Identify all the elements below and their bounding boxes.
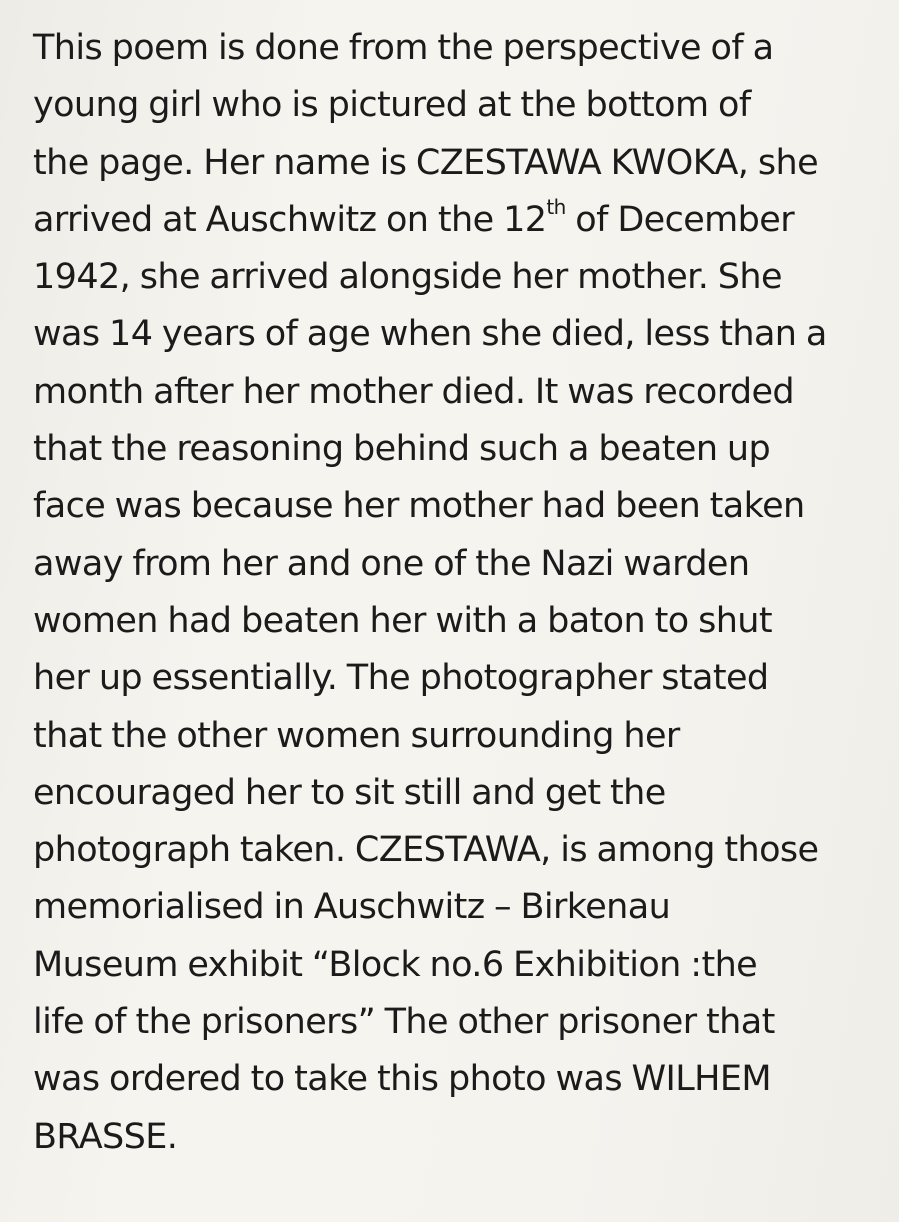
text-line: month after her mother died. It was recorded [33,371,795,412]
text-line: This poem is done from the perspective of a [33,28,774,68]
text-line: women had beaten her with a baton to shut [33,600,772,641]
ordinal-superscript: th [546,195,566,220]
text-line-part: of December [565,199,795,240]
text-line: the page. Her name is CZESTAWA KWOKA, she [33,142,819,183]
text-line: that the reasoning behind such a beaten up [33,429,771,470]
text-line: memorialised in Auschwitz – Birkenau [33,887,671,928]
poem-description-paragraph [33,20,893,1166]
text-line: was 14 years of age when she died, less than a [33,314,827,355]
text-line: encouraged her to sit still and get the [33,772,666,813]
text-line: photograph taken. CZESTAWA, is among those [33,830,819,871]
text-line: 1942, she arrived alongside her mother. She [33,257,782,298]
text-line: face was because her mother had been taken [33,486,805,527]
text-line: that the other women surrounding her [33,715,680,756]
text-line: away from her and one of the Nazi warden [33,543,750,584]
text-line: her up essentially. The photographer stated [33,658,769,699]
text-line [33,192,893,249]
text-line: life of the prisoners” The other prisoner that [33,1002,775,1043]
text-line: was ordered to take this photo was WILHEM [33,1059,771,1100]
text-line-part: arrived at Auschwitz on the 12 [33,199,547,240]
text-line: BRASSE. [33,1116,178,1157]
text-line: Museum exhibit “Block no.6 Exhibition :the [33,944,758,985]
text-line: young girl who is pictured at the bottom of [33,85,751,126]
